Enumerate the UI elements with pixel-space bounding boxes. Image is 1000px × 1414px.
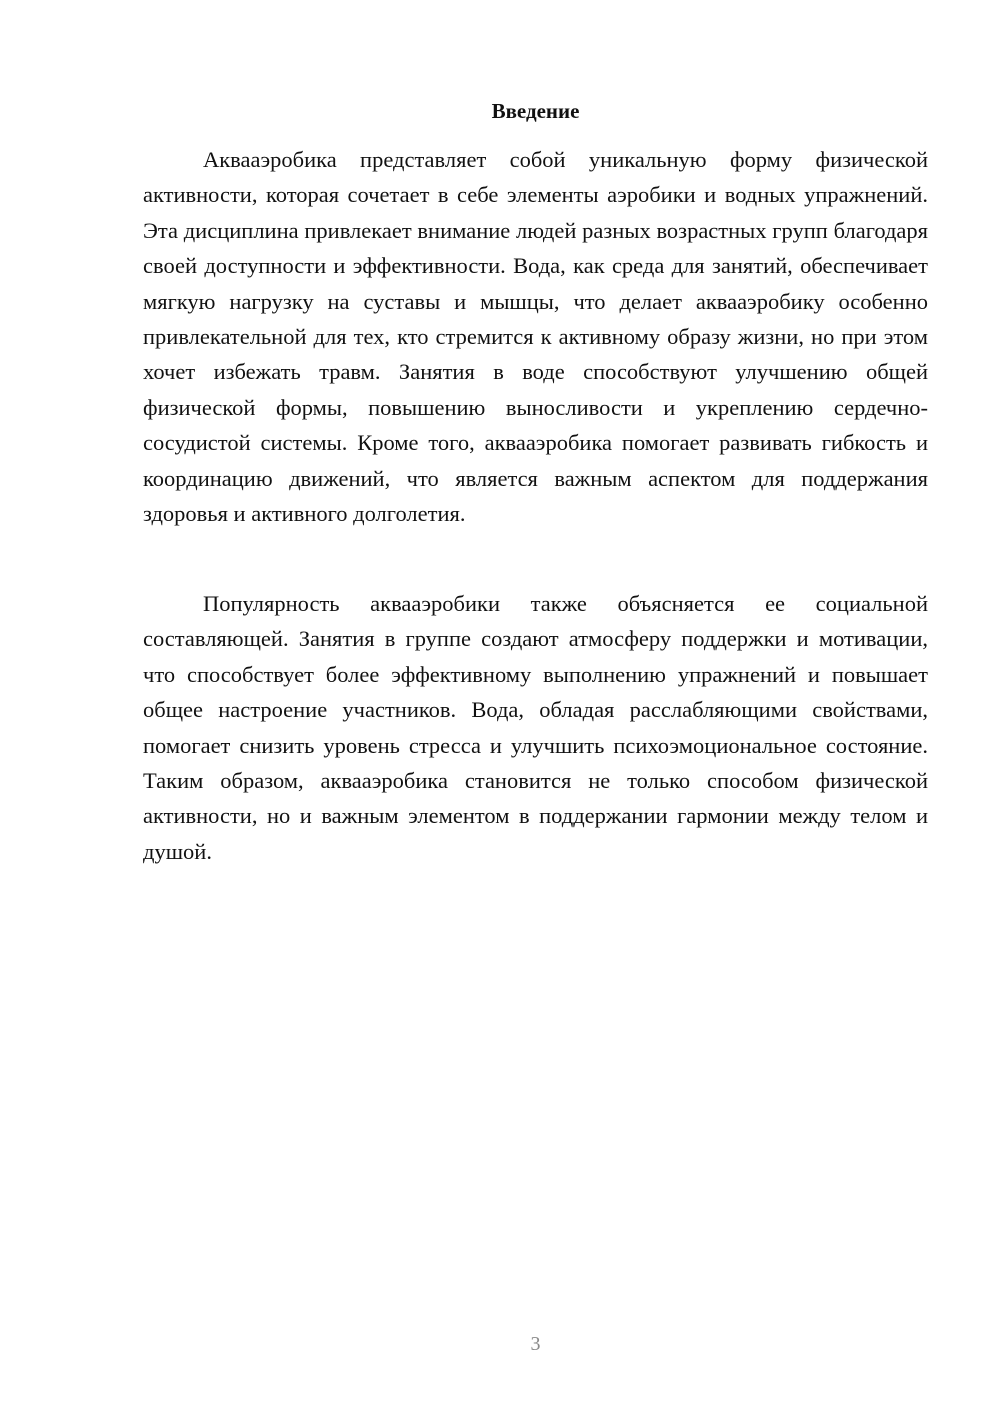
paragraph-block-1 bbox=[143, 142, 928, 531]
section-heading: Введение bbox=[491, 99, 580, 123]
paragraph-block-2 bbox=[143, 586, 928, 869]
paragraph-2: Популярность аквааэробики также объясняется ее социальной составляющей. Занятия в группе создают атмосферу поддержки и мотивации, что способствует более эффективному выполнению упражнений и повышает общее настроение участников. Вода, обладая расслабляющими свойствами, помогает снизить уровень стресса и улучшить психоэмоциональное состояние. Таким образом, аквааэробика становится не только способом физической активности, но и важным элементом в поддержании гармонии между телом и душой. bbox=[143, 591, 928, 864]
page-number: 3 bbox=[530, 1333, 541, 1355]
paragraph-1: Аквааэробика представляет собой уникальную форму физической активности, которая сочетает в себе элементы аэробики и водных упражнений. Эта дисциплина привлекает внимание людей разных возрастных групп благодаря своей доступности и эффективности. Вода, как среда для занятий, обеспечивает мягкую нагрузку на суставы и мышцы, что делает аквааэробику особенно привлекательной для тех, кто стремится к активному образу жизни, но при этом хочет избежать травм. Занятия в воде способствуют улучшению общей физической формы, повышению выносливости и укреплению сердечно-сосудистой системы. Кроме того, аквааэробика помогает развивать гибкость и координацию движений, что является важным аспектом для поддержания здоровья и активного долголетия. bbox=[143, 147, 928, 527]
